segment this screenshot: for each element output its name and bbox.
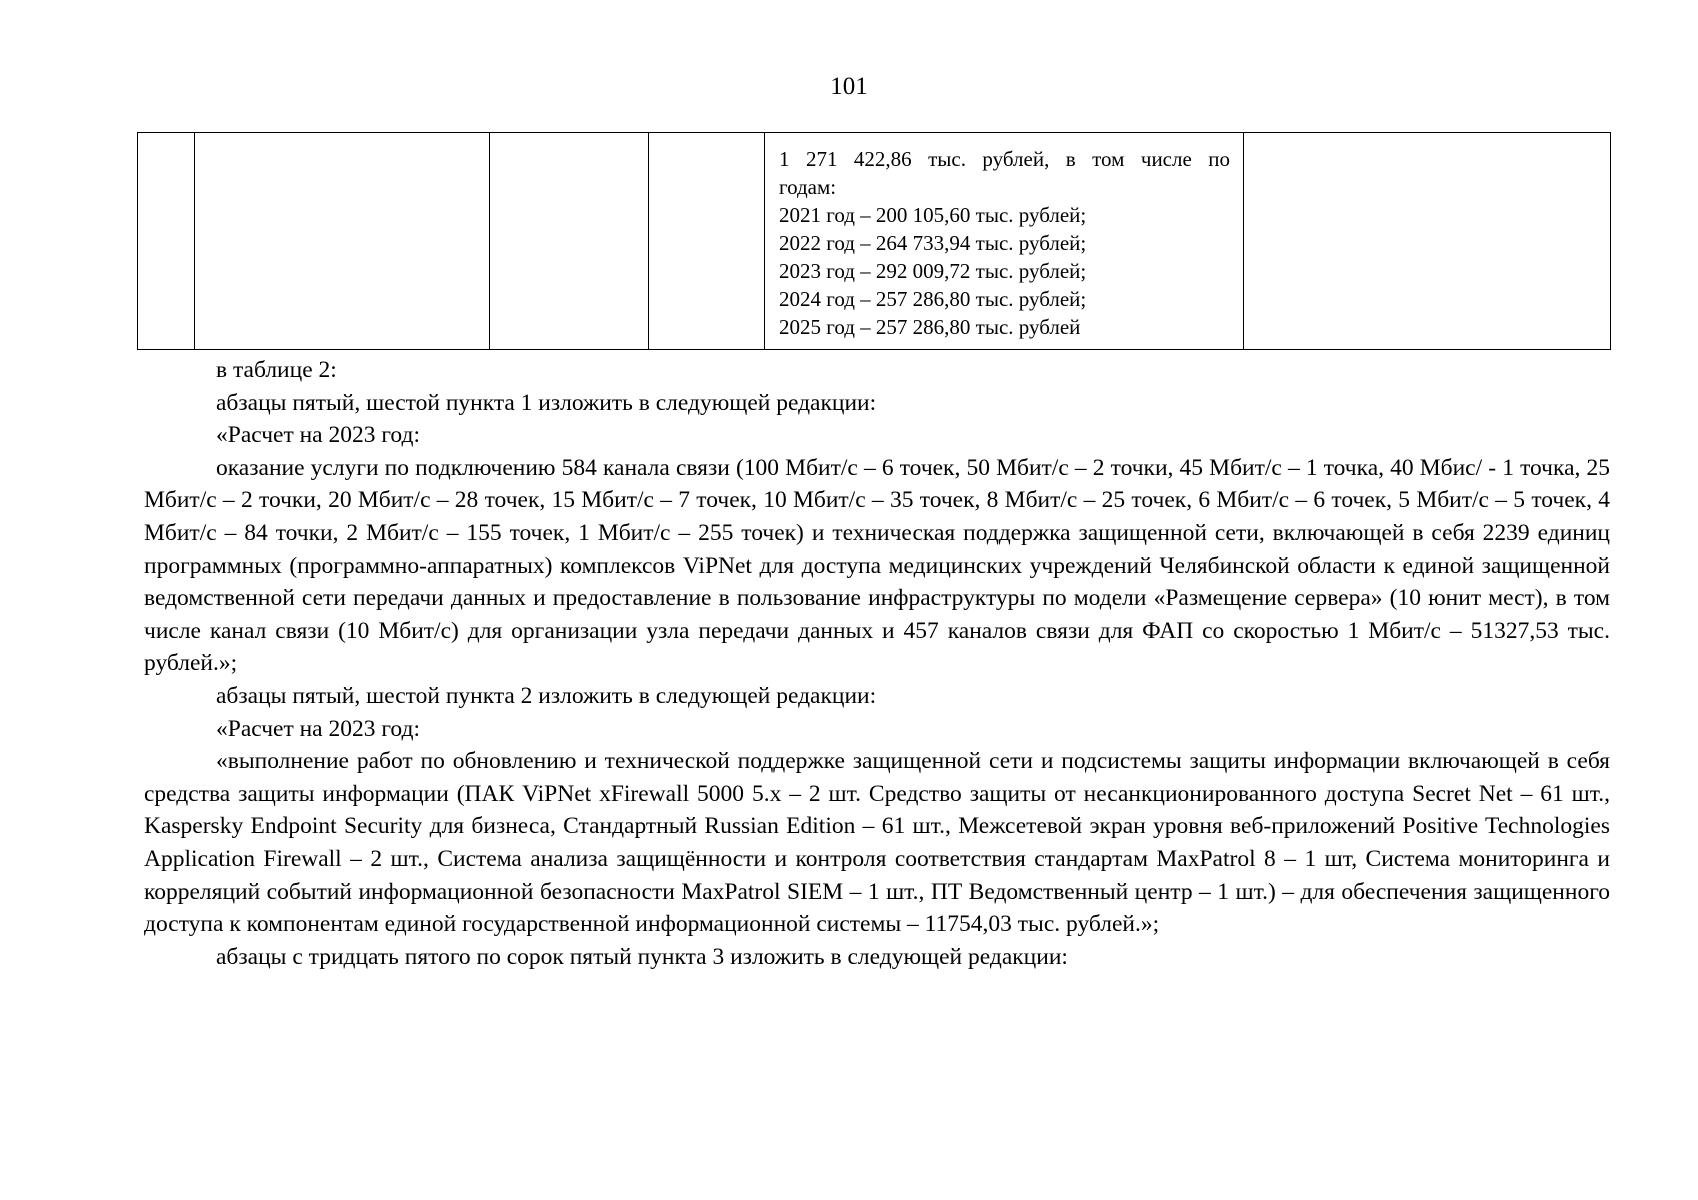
table-cell-empty xyxy=(649,133,765,350)
budget-table xyxy=(137,132,1611,350)
paragraph: «Расчет на 2023 год: xyxy=(216,422,420,449)
funding-line: 2024 год – 257 286,80 тыс. рублей; xyxy=(779,287,1087,311)
table-cell-empty xyxy=(1244,133,1611,350)
funding-line: 2022 год – 264 733,94 тыс. рублей; xyxy=(779,231,1087,255)
page-number: 101 xyxy=(830,73,868,100)
table-cell-empty xyxy=(490,133,649,350)
funding-line: 2021 год – 200 105,60 тыс. рублей; xyxy=(779,203,1087,227)
funding-line: 2023 год – 292 009,72 тыс. рублей; xyxy=(779,259,1087,283)
funding-text xyxy=(765,133,1243,341)
paragraph: «Расчет на 2023 год: xyxy=(216,715,420,742)
funding-line: 2025 год – 257 286,80 тыс. рублей xyxy=(779,315,1081,339)
funding-line: 1 271 422,86 тыс. рублей, в том числе по xyxy=(779,147,1230,171)
table-cell-funding xyxy=(765,133,1244,350)
table-cell-empty xyxy=(138,133,195,350)
paragraph: оказание услуги по подключению 584 канала связи (100 Мбит/с – 6 точек, 50 Мбит/с – 2 точки, 45 Мбит/с – 1 точка, 40 Мбис/ - 1 точка, 25 Мбит/с – 2 точки, 20 Мбит/с – 28 точек, 15 Мбит/с – 7 точек, 10 Мбит/с – 35 точек, 8 Мбит/с – 25 точек, 6 Мбит/с – 6 точек, 5 Мбит/с – 5 точек, 4 Мбит/с – 84 точки, 2 Мбит/с – 155 точек, 1 Мбит/с – 255 точек) и техническая поддержка защищенной сети, включающей в себя 2239 единиц программных (программно-аппаратных) комплексов ViPNet для доступа медицинских учреждений Челябинской области к единой защищенной ведомственной сети передачи данных и предоставление в пользование инфраструктуры по модели «Размещение сервера» (10 юнит мест), в том числе канал связи (10 Мбит/с) для организации узла передачи данных и 457 каналов связи для ФАП со скоростью 1 Мбит/с – 51327,53 тыс. рублей.»; xyxy=(144,454,1610,677)
document-body xyxy=(144,354,1610,973)
table-cell-empty xyxy=(195,133,490,350)
paragraph: абзацы пятый, шестой пункта 2 изложить в следующей редакции: xyxy=(216,682,877,709)
paragraph: абзацы пятый, шестой пункта 1 изложить в следующей редакции: xyxy=(216,389,877,416)
paragraph: «выполнение работ по обновлению и технической поддержке защищенной сети и подсистемы защиты информации включающей в себя средства защиты информации (ПАК ViPNet xFirewall 5000 5.x – 2 шт. Средство защиты от несанкционированного доступа Secret Net – 61 шт., Kaspersky Endpoint Security для бизнеса, Стандартный Russian Edition – 61 шт., Межсетевой экран уровня веб-приложений Positive Technologies Application Firewall – 2 шт., Система анализа защищённости и контроля соответствия стандартам MaxPatrol 8 – 1 шт, Система мониторинга и корреляций событий информационной безопасности MaxPatrol SIEM – 1 шт., ПТ Ведомственный центр – 1 шт.) – для обеспечения защищенного доступа к компонентам единой государственной информационной системы – 11754,03 тыс. рублей.»; xyxy=(144,748,1610,938)
funding-line: годам: xyxy=(779,175,837,199)
table-row xyxy=(138,133,1611,350)
paragraph: в таблице 2: xyxy=(216,357,337,383)
paragraph: абзацы с тридцать пятого по сорок пятый пункта 3 изложить в следующей редакции: xyxy=(216,943,1068,970)
